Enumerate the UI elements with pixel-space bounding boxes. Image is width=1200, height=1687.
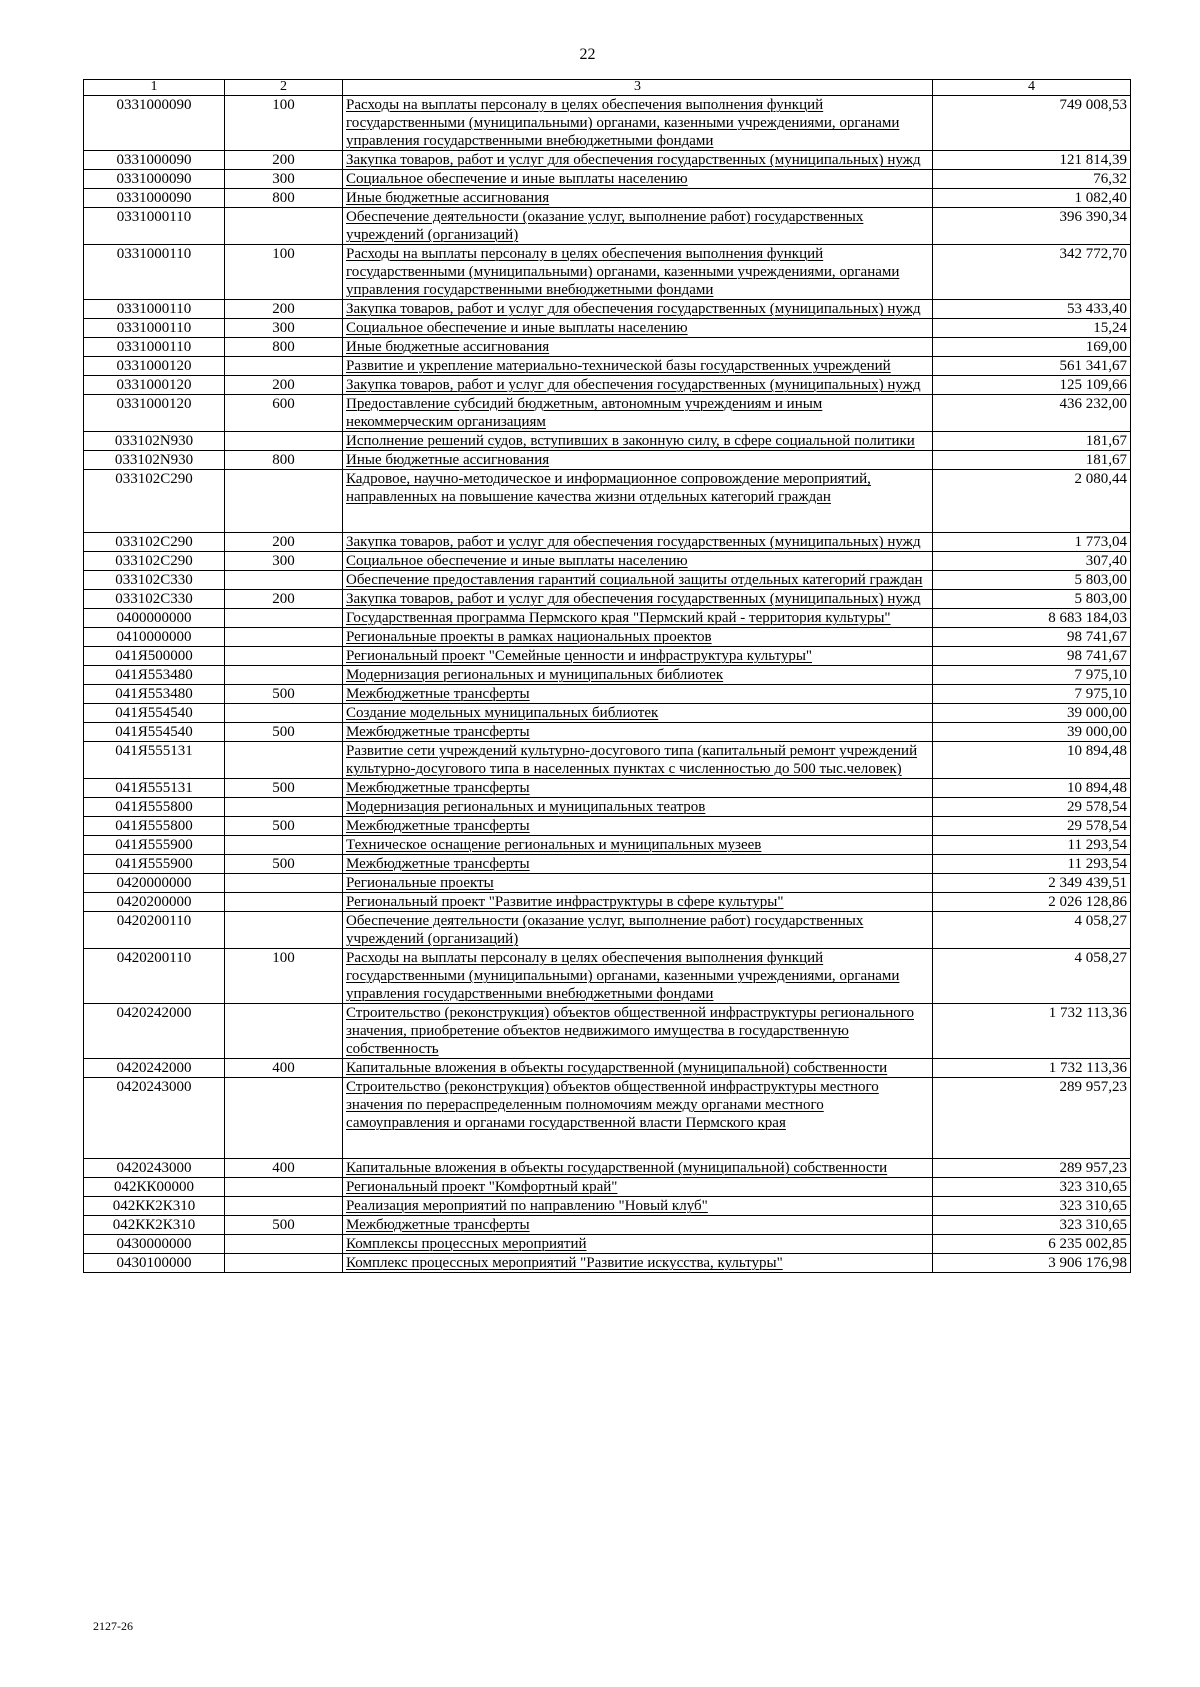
name-cell: Комплексы процессных мероприятий bbox=[343, 1235, 933, 1254]
code-cell: 0331000110 bbox=[84, 319, 225, 338]
name-cell: Обеспечение деятельности (оказание услуг, выполнение работ) государственных учреждений (организаций) bbox=[343, 912, 933, 949]
amount-cell: 121 814,39 bbox=[933, 151, 1131, 170]
table-row bbox=[84, 189, 1131, 208]
code-cell: 033102N930 bbox=[84, 432, 225, 451]
code-cell: 041Я553480 bbox=[84, 685, 225, 704]
code-cell: 041Я555800 bbox=[84, 798, 225, 817]
name-cell: Межбюджетные трансферты bbox=[343, 855, 933, 874]
code-cell: 033102С290 bbox=[84, 470, 225, 533]
type-cell: 800 bbox=[225, 189, 343, 208]
table-row bbox=[84, 817, 1131, 836]
name-cell: Государственная программа Пермского края "Пермский край - территория культуры" bbox=[343, 609, 933, 628]
type-cell bbox=[225, 742, 343, 779]
type-cell bbox=[225, 1235, 343, 1254]
amount-cell: 4 058,27 bbox=[933, 949, 1131, 1004]
type-cell bbox=[225, 628, 343, 647]
amount-cell: 3 906 176,98 bbox=[933, 1254, 1131, 1273]
code-cell: 0331000110 bbox=[84, 338, 225, 357]
code-cell: 0331000110 bbox=[84, 300, 225, 319]
table-row bbox=[84, 245, 1131, 300]
name-cell: Закупка товаров, работ и услуг для обеспечения государственных (муниципальных) нужд bbox=[343, 533, 933, 552]
code-cell: 0420242000 bbox=[84, 1059, 225, 1078]
document-code: 2127-26 bbox=[93, 1619, 133, 1633]
amount-cell: 2 026 128,86 bbox=[933, 893, 1131, 912]
table-row bbox=[84, 151, 1131, 170]
name-cell: Социальное обеспечение и иные выплаты населению bbox=[343, 170, 933, 189]
table-row bbox=[84, 949, 1131, 1004]
name-cell: Капитальные вложения в объекты государственной (муниципальной) собственности bbox=[343, 1159, 933, 1178]
table-row bbox=[84, 376, 1131, 395]
name-cell: Развитие сети учреждений культурно-досугового типа (капитальный ремонт учреждений культурно-досугового типа в населенных пунктах с численностью до 500 тыс.человек) bbox=[343, 742, 933, 779]
amount-cell: 10 894,48 bbox=[933, 742, 1131, 779]
code-cell: 041Я554540 bbox=[84, 704, 225, 723]
code-cell: 0430100000 bbox=[84, 1254, 225, 1273]
amount-cell: 342 772,70 bbox=[933, 245, 1131, 300]
code-cell: 0331000120 bbox=[84, 395, 225, 432]
code-cell: 0430000000 bbox=[84, 1235, 225, 1254]
name-cell: Модернизация региональных и муниципальных театров bbox=[343, 798, 933, 817]
name-cell: Региональный проект "Семейные ценности и инфраструктура культуры" bbox=[343, 647, 933, 666]
amount-cell: 1 082,40 bbox=[933, 189, 1131, 208]
table-row bbox=[84, 628, 1131, 647]
type-cell: 200 bbox=[225, 376, 343, 395]
table-row bbox=[84, 1159, 1131, 1178]
amount-cell: 29 578,54 bbox=[933, 817, 1131, 836]
name-cell: Расходы на выплаты персоналу в целях обеспечения выполнения функций государственными (муниципальными) органами, казенными учреждениями, органами управления государственными внебюджетными фондами bbox=[343, 949, 933, 1004]
type-cell: 100 bbox=[225, 949, 343, 1004]
code-cell: 0331000110 bbox=[84, 208, 225, 245]
amount-cell: 307,40 bbox=[933, 552, 1131, 571]
amount-cell: 98 741,67 bbox=[933, 628, 1131, 647]
name-cell: Закупка товаров, работ и услуг для обеспечения государственных (муниципальных) нужд bbox=[343, 151, 933, 170]
type-cell: 500 bbox=[225, 817, 343, 836]
amount-cell: 125 109,66 bbox=[933, 376, 1131, 395]
amount-cell: 4 058,27 bbox=[933, 912, 1131, 949]
table-row bbox=[84, 836, 1131, 855]
amount-cell: 181,67 bbox=[933, 451, 1131, 470]
amount-cell: 98 741,67 bbox=[933, 647, 1131, 666]
name-cell: Строительство (реконструкция) объектов общественной инфраструктуры местного значения по перераспределенным полномочиям между органами местного самоуправления и органами государственной власти Пермского края bbox=[343, 1078, 933, 1159]
name-cell: Межбюджетные трансферты bbox=[343, 817, 933, 836]
code-cell: 0331000090 bbox=[84, 96, 225, 151]
table-row bbox=[84, 357, 1131, 376]
table-row bbox=[84, 874, 1131, 893]
name-cell: Закупка товаров, работ и услуг для обеспечения государственных (муниципальных) нужд bbox=[343, 300, 933, 319]
name-cell: Иные бюджетные ассигнования bbox=[343, 189, 933, 208]
name-cell: Создание модельных муниципальных библиотек bbox=[343, 704, 933, 723]
table-row bbox=[84, 798, 1131, 817]
type-cell bbox=[225, 647, 343, 666]
type-cell bbox=[225, 836, 343, 855]
column-header-2: 2 bbox=[225, 80, 343, 96]
table-row bbox=[84, 571, 1131, 590]
table-row bbox=[84, 666, 1131, 685]
name-cell: Закупка товаров, работ и услуг для обеспечения государственных (муниципальных) нужд bbox=[343, 376, 933, 395]
name-cell: Обеспечение предоставления гарантий социальной защиты отдельных категорий граждан bbox=[343, 571, 933, 590]
table-row bbox=[84, 432, 1131, 451]
type-cell bbox=[225, 609, 343, 628]
type-cell bbox=[225, 874, 343, 893]
code-cell: 041Я555131 bbox=[84, 742, 225, 779]
table-row bbox=[84, 1078, 1131, 1159]
code-cell: 033102С290 bbox=[84, 552, 225, 571]
name-cell: Комплекс процессных мероприятий "Развитие искусства, культуры" bbox=[343, 1254, 933, 1273]
name-cell: Региональный проект "Развитие инфраструктуры в сфере культуры" bbox=[343, 893, 933, 912]
type-cell: 600 bbox=[225, 395, 343, 432]
type-cell: 400 bbox=[225, 1059, 343, 1078]
code-cell: 0400000000 bbox=[84, 609, 225, 628]
name-cell: Расходы на выплаты персоналу в целях обеспечения выполнения функций государственными (муниципальными) органами, казенными учреждениями, органами управления государственными внебюджетными фондами bbox=[343, 245, 933, 300]
code-cell: 0331000090 bbox=[84, 189, 225, 208]
budget-table bbox=[83, 79, 1131, 1273]
type-cell: 200 bbox=[225, 590, 343, 609]
amount-cell: 76,32 bbox=[933, 170, 1131, 189]
code-cell: 042КК00000 bbox=[84, 1178, 225, 1197]
amount-cell: 1 773,04 bbox=[933, 533, 1131, 552]
table-row bbox=[84, 1178, 1131, 1197]
code-cell: 033102С330 bbox=[84, 571, 225, 590]
code-cell: 0331000120 bbox=[84, 357, 225, 376]
table-row bbox=[84, 300, 1131, 319]
amount-cell: 39 000,00 bbox=[933, 704, 1131, 723]
table-row bbox=[84, 893, 1131, 912]
type-cell bbox=[225, 893, 343, 912]
code-cell: 0410000000 bbox=[84, 628, 225, 647]
page-number: 22 bbox=[579, 46, 596, 63]
table-row bbox=[84, 395, 1131, 432]
code-cell: 041Я500000 bbox=[84, 647, 225, 666]
name-cell: Кадровое, научно-методическое и информационное сопровождение мероприятий, направленных на повышение качества жизни отдельных категорий граждан bbox=[343, 470, 933, 533]
amount-cell: 2 080,44 bbox=[933, 470, 1131, 533]
type-cell bbox=[225, 1004, 343, 1059]
code-cell: 0420242000 bbox=[84, 1004, 225, 1059]
table-row bbox=[84, 685, 1131, 704]
code-cell: 041Я555900 bbox=[84, 855, 225, 874]
column-header-3: 3 bbox=[343, 80, 933, 96]
type-cell: 300 bbox=[225, 170, 343, 189]
amount-cell: 10 894,48 bbox=[933, 779, 1131, 798]
table-row bbox=[84, 96, 1131, 151]
name-cell: Модернизация региональных и муниципальных библиотек bbox=[343, 666, 933, 685]
code-cell: 0420200110 bbox=[84, 949, 225, 1004]
type-cell: 800 bbox=[225, 451, 343, 470]
code-cell: 0331000120 bbox=[84, 376, 225, 395]
code-cell: 041Я555900 bbox=[84, 836, 225, 855]
type-cell: 100 bbox=[225, 245, 343, 300]
code-cell: 0420200000 bbox=[84, 893, 225, 912]
type-cell: 500 bbox=[225, 1216, 343, 1235]
table-header-row bbox=[84, 80, 1131, 96]
table-row bbox=[84, 451, 1131, 470]
type-cell bbox=[225, 432, 343, 451]
type-cell bbox=[225, 1078, 343, 1159]
type-cell bbox=[225, 208, 343, 245]
type-cell bbox=[225, 1197, 343, 1216]
type-cell: 300 bbox=[225, 319, 343, 338]
amount-cell: 2 349 439,51 bbox=[933, 874, 1131, 893]
amount-cell: 5 803,00 bbox=[933, 571, 1131, 590]
table-row bbox=[84, 470, 1131, 533]
table-row bbox=[84, 552, 1131, 571]
table-row bbox=[84, 779, 1131, 798]
type-cell bbox=[225, 357, 343, 376]
type-cell bbox=[225, 1254, 343, 1273]
amount-cell: 11 293,54 bbox=[933, 855, 1131, 874]
name-cell: Межбюджетные трансферты bbox=[343, 723, 933, 742]
name-cell: Иные бюджетные ассигнования bbox=[343, 338, 933, 357]
type-cell: 500 bbox=[225, 779, 343, 798]
name-cell: Региональные проекты bbox=[343, 874, 933, 893]
amount-cell: 39 000,00 bbox=[933, 723, 1131, 742]
name-cell: Исполнение решений судов, вступивших в законную силу, в сфере социальной политики bbox=[343, 432, 933, 451]
amount-cell: 1 732 113,36 bbox=[933, 1059, 1131, 1078]
table-row bbox=[84, 170, 1131, 189]
code-cell: 0420000000 bbox=[84, 874, 225, 893]
name-cell: Обеспечение деятельности (оказание услуг, выполнение работ) государственных учреждений (организаций) bbox=[343, 208, 933, 245]
code-cell: 0331000090 bbox=[84, 151, 225, 170]
name-cell: Межбюджетные трансферты bbox=[343, 779, 933, 798]
type-cell bbox=[225, 470, 343, 533]
table-row bbox=[84, 704, 1131, 723]
name-cell: Техническое оснащение региональных и муниципальных музеев bbox=[343, 836, 933, 855]
amount-cell: 323 310,65 bbox=[933, 1197, 1131, 1216]
name-cell: Строительство (реконструкция) объектов общественной инфраструктуры регионального значения, приобретение объектов недвижимого имущества в государственную собственность bbox=[343, 1004, 933, 1059]
table-row bbox=[84, 1004, 1131, 1059]
amount-cell: 289 957,23 bbox=[933, 1159, 1131, 1178]
name-cell: Реализация мероприятий по направлению "Новый клуб" bbox=[343, 1197, 933, 1216]
amount-cell: 561 341,67 bbox=[933, 357, 1131, 376]
type-cell bbox=[225, 798, 343, 817]
code-cell: 033102N930 bbox=[84, 451, 225, 470]
table-row bbox=[84, 590, 1131, 609]
table-row bbox=[84, 1216, 1131, 1235]
type-cell: 200 bbox=[225, 533, 343, 552]
amount-cell: 15,24 bbox=[933, 319, 1131, 338]
amount-cell: 1 732 113,36 bbox=[933, 1004, 1131, 1059]
code-cell: 0331000110 bbox=[84, 245, 225, 300]
name-cell: Предоставление субсидий бюджетным, автономным учреждениям и иным некоммерческим организациям bbox=[343, 395, 933, 432]
code-cell: 042КК2К310 bbox=[84, 1197, 225, 1216]
amount-cell: 29 578,54 bbox=[933, 798, 1131, 817]
amount-cell: 181,67 bbox=[933, 432, 1131, 451]
code-cell: 042КК2К310 bbox=[84, 1216, 225, 1235]
name-cell: Региональные проекты в рамках национальных проектов bbox=[343, 628, 933, 647]
name-cell: Закупка товаров, работ и услуг для обеспечения государственных (муниципальных) нужд bbox=[343, 590, 933, 609]
code-cell: 033102С290 bbox=[84, 533, 225, 552]
name-cell: Межбюджетные трансферты bbox=[343, 1216, 933, 1235]
name-cell: Социальное обеспечение и иные выплаты населению bbox=[343, 319, 933, 338]
table-row bbox=[84, 1197, 1131, 1216]
table-row bbox=[84, 912, 1131, 949]
code-cell: 0420200110 bbox=[84, 912, 225, 949]
amount-cell: 749 008,53 bbox=[933, 96, 1131, 151]
name-cell: Капитальные вложения в объекты государственной (муниципальной) собственности bbox=[343, 1059, 933, 1078]
type-cell bbox=[225, 912, 343, 949]
code-cell: 041Я555800 bbox=[84, 817, 225, 836]
column-header-1: 1 bbox=[84, 80, 225, 96]
type-cell: 100 bbox=[225, 96, 343, 151]
column-header-4: 4 bbox=[933, 80, 1131, 96]
code-cell: 041Я553480 bbox=[84, 666, 225, 685]
table-row bbox=[84, 723, 1131, 742]
name-cell: Расходы на выплаты персоналу в целях обеспечения выполнения функций государственными (муниципальными) органами, казенными учреждениями, органами управления государственными внебюджетными фондами bbox=[343, 96, 933, 151]
table-row bbox=[84, 855, 1131, 874]
amount-cell: 323 310,65 bbox=[933, 1178, 1131, 1197]
code-cell: 041Я555131 bbox=[84, 779, 225, 798]
code-cell: 0420243000 bbox=[84, 1078, 225, 1159]
code-cell: 033102С330 bbox=[84, 590, 225, 609]
amount-cell: 7 975,10 bbox=[933, 685, 1131, 704]
table-row bbox=[84, 208, 1131, 245]
table-row bbox=[84, 1059, 1131, 1078]
table-row bbox=[84, 1254, 1131, 1273]
amount-cell: 396 390,34 bbox=[933, 208, 1131, 245]
type-cell: 300 bbox=[225, 552, 343, 571]
amount-cell: 8 683 184,03 bbox=[933, 609, 1131, 628]
amount-cell: 11 293,54 bbox=[933, 836, 1131, 855]
name-cell: Региональный проект "Комфортный край" bbox=[343, 1178, 933, 1197]
amount-cell: 53 433,40 bbox=[933, 300, 1131, 319]
name-cell: Иные бюджетные ассигнования bbox=[343, 451, 933, 470]
amount-cell: 7 975,10 bbox=[933, 666, 1131, 685]
type-cell bbox=[225, 704, 343, 723]
name-cell: Развитие и укрепление материально-технической базы государственных учреждений bbox=[343, 357, 933, 376]
table-row bbox=[84, 533, 1131, 552]
amount-cell: 169,00 bbox=[933, 338, 1131, 357]
type-cell: 200 bbox=[225, 151, 343, 170]
table-row bbox=[84, 742, 1131, 779]
table-row bbox=[84, 319, 1131, 338]
amount-cell: 323 310,65 bbox=[933, 1216, 1131, 1235]
type-cell: 200 bbox=[225, 300, 343, 319]
table-row bbox=[84, 609, 1131, 628]
table-row bbox=[84, 647, 1131, 666]
table-row bbox=[84, 338, 1131, 357]
table-row bbox=[84, 1235, 1131, 1254]
name-cell: Межбюджетные трансферты bbox=[343, 685, 933, 704]
type-cell: 400 bbox=[225, 1159, 343, 1178]
type-cell bbox=[225, 1178, 343, 1197]
amount-cell: 436 232,00 bbox=[933, 395, 1131, 432]
code-cell: 0420243000 bbox=[84, 1159, 225, 1178]
amount-cell: 6 235 002,85 bbox=[933, 1235, 1131, 1254]
name-cell: Социальное обеспечение и иные выплаты населению bbox=[343, 552, 933, 571]
type-cell: 500 bbox=[225, 723, 343, 742]
code-cell: 0331000090 bbox=[84, 170, 225, 189]
type-cell bbox=[225, 666, 343, 685]
code-cell: 041Я554540 bbox=[84, 723, 225, 742]
type-cell: 800 bbox=[225, 338, 343, 357]
type-cell bbox=[225, 571, 343, 590]
type-cell: 500 bbox=[225, 855, 343, 874]
amount-cell: 289 957,23 bbox=[933, 1078, 1131, 1159]
type-cell: 500 bbox=[225, 685, 343, 704]
amount-cell: 5 803,00 bbox=[933, 590, 1131, 609]
